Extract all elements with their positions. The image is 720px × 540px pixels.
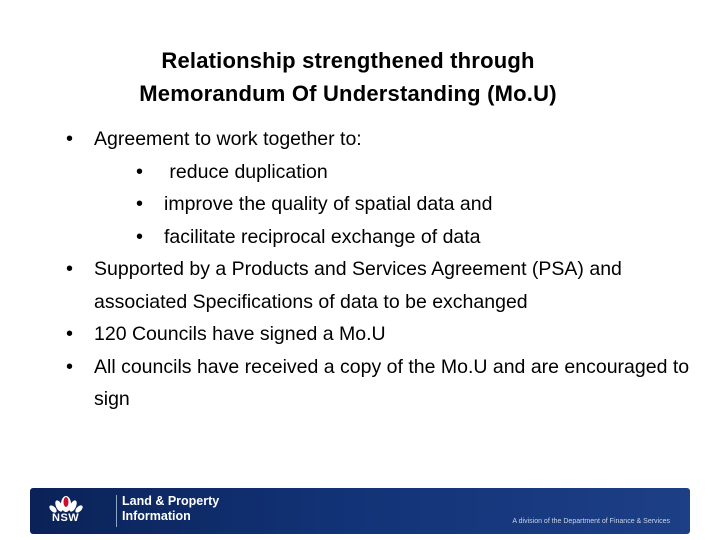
list-item — [66, 351, 696, 416]
sub-list-item — [136, 221, 696, 254]
organisation-line-1: Land & Property — [122, 494, 220, 508]
bullet-icon: • — [66, 258, 74, 280]
slide-title-line-1: Relationship strengthened through — [161, 48, 535, 73]
sub-list-item — [136, 188, 696, 221]
slide-title-line-2: Memorandum Of Understanding (Mo.U) — [139, 81, 557, 106]
list-item — [66, 123, 696, 253]
bullet-icon: • — [136, 193, 144, 215]
organisation-name — [122, 494, 219, 524]
bullet-icon: • — [66, 355, 74, 378]
waratah-logo-icon — [42, 492, 90, 530]
bullet-icon: • — [136, 160, 144, 183]
list-item — [66, 253, 696, 318]
sub-bullet-text: improve the quality of spatial data and — [164, 193, 493, 215]
sub-bullet-text: reduce duplication — [169, 160, 328, 183]
footer-tagline: A division of the Department of Finance & Services — [512, 518, 670, 525]
footer-banner — [30, 488, 690, 534]
bullet-icon: • — [136, 225, 144, 248]
footer-divider — [116, 495, 117, 527]
slide-title — [0, 44, 696, 110]
bullet-text: Supported by a Products and Services Agreement (PSA) and associated Specifications of data to be exchanged — [94, 258, 622, 313]
bullet-text: 120 Councils have signed a Mo.U — [94, 323, 386, 345]
bullet-text: Agreement to work together to: — [94, 128, 362, 150]
sub-bullet-list — [94, 156, 696, 254]
nsw-logo-text: NSW — [52, 512, 80, 524]
organisation-line-2: Information — [122, 509, 191, 523]
bullet-list — [66, 123, 696, 416]
bullet-icon: • — [66, 323, 74, 345]
waratah-flower-icon — [42, 492, 90, 514]
bullet-icon: • — [66, 128, 74, 150]
sub-list-item — [136, 156, 696, 189]
bullet-text: All councils have received a copy of the Mo.U and are encouraged to sign — [94, 355, 690, 410]
list-item — [66, 318, 696, 351]
sub-bullet-text: facilitate reciprocal exchange of data — [164, 225, 481, 248]
